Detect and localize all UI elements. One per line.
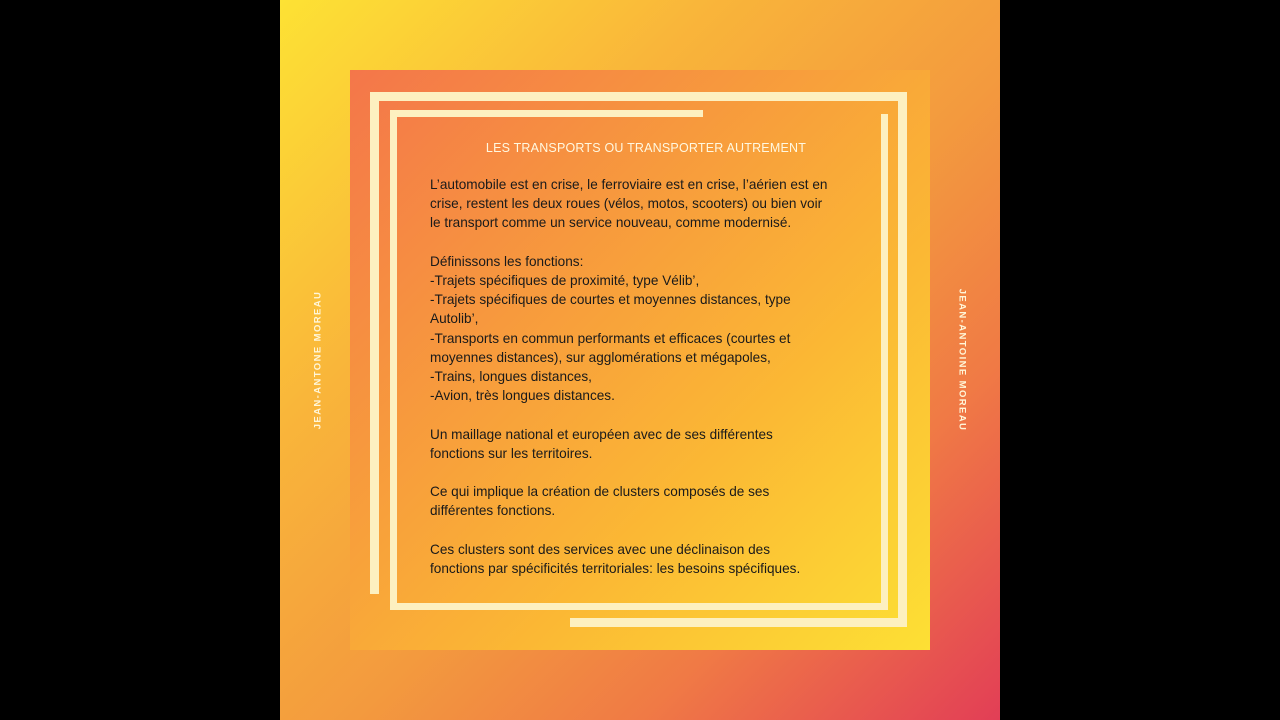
frame-outer-right (898, 92, 907, 627)
author-label-right: JEAN-ANTOINE MOREAU (956, 288, 968, 432)
frame-inner-bottom (390, 603, 888, 610)
frame-inner-right (881, 114, 888, 610)
frame-outer-top (370, 92, 907, 101)
poster (280, 0, 1000, 720)
frame-inner-top (390, 110, 703, 117)
frame-inner-left (390, 110, 397, 610)
frame-outer-left (370, 92, 379, 594)
poster-body (430, 175, 860, 597)
frame-outer-bottom (570, 618, 907, 627)
paragraph-clusters: Ce qui implique la création de clusters composés de ses différentes fonctions. (430, 484, 770, 519)
author-label-left: JEAN-ANTONE MOREAU (312, 290, 324, 430)
poster-title: LES TRANSPORTS OU TRANSPORTER AUTREMENT (485, 141, 807, 155)
paragraph-intro: L’automobile est en crise, le ferroviaire est en crise, l’aérien est en crise, restent les deux roues (vélos, motos, scooters) ou bien voir le transport comme un service nouveau, comme modernisé. (430, 177, 828, 231)
paragraph-services: Ces clusters sont des services avec une déclinaison des fonctions par spécificités territoriales: les besoins spécifiques. (430, 541, 801, 576)
paragraph-network: Un maillage national et européen avec de ses différentes fonctions sur les territoires. (430, 426, 773, 461)
paragraph-functions: Définissons les fonctions: -Trajets spécifiques de proximité, type Vélib’, -Trajets spécifiques de courtes et moyennes distances, type Autolib’, -Transports en commun performants et efficaces (courtes et moyennes distances), sur agglomérations et mégapoles, -Trains, longues distances, -Avion, très longues distances. (430, 253, 791, 404)
